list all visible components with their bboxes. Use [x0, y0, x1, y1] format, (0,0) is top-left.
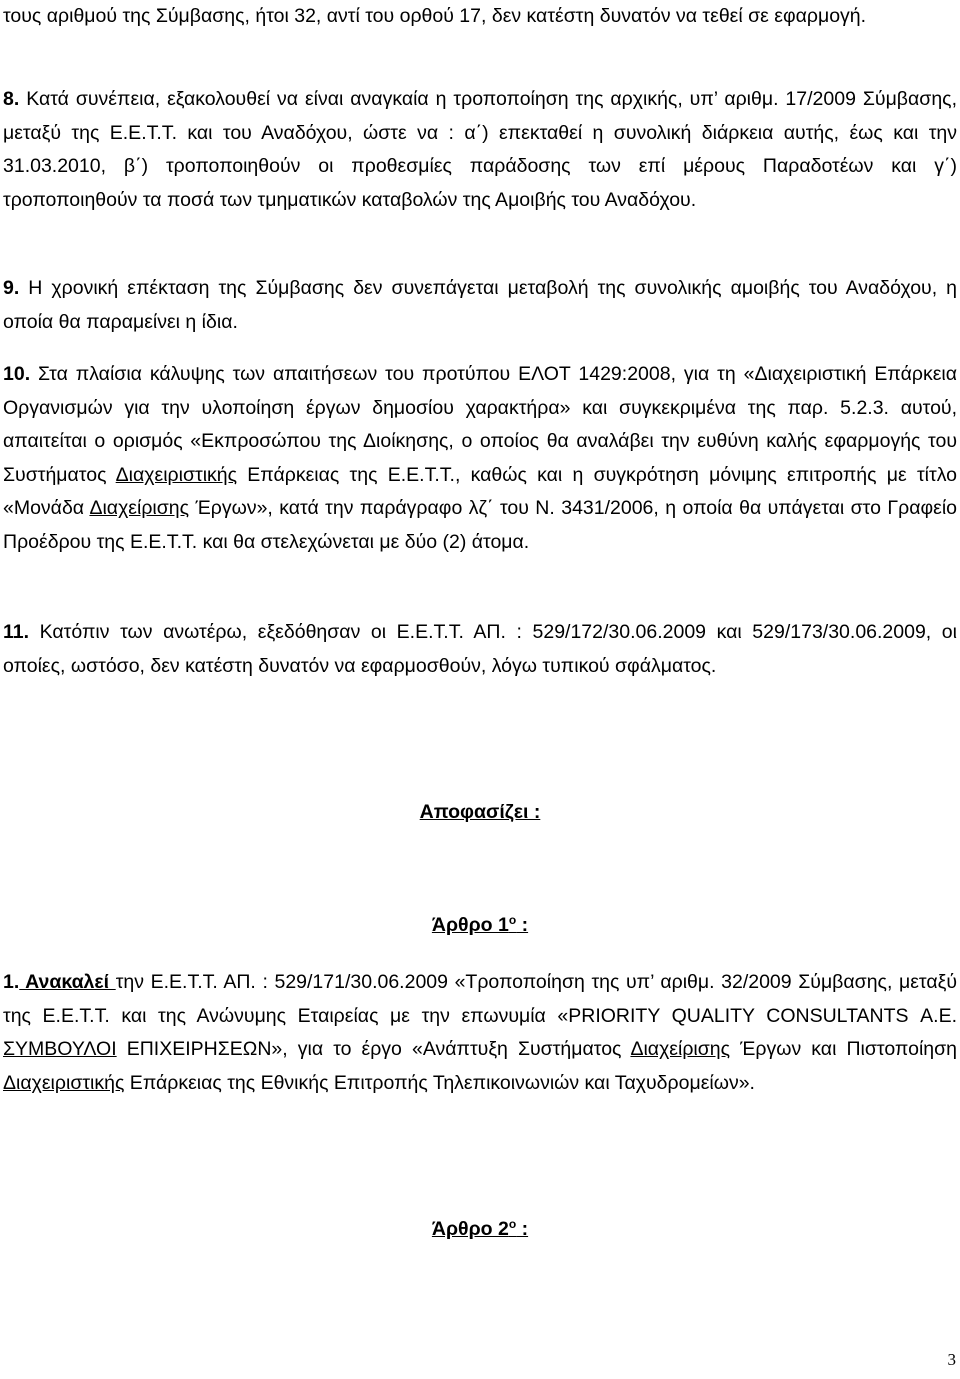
article-1-item-1: 1. Ανακαλεί την Ε.Ε.Τ.Τ. ΑΠ. : 529/171/30.06.2009 «Τροποποίηση της υπ’ αριθμ. 32/2009 Σύμβασης, μεταξύ της Ε.Ε.Τ.Τ. και της Ανώνυμης Εταιρείας με την επωνυμία «PRIORITY QUALITY CONSULTANTS Α.Ε. ΣΥΜΒΟΥΛΟΙ ΕΠΙΧΕΙΡΗΣΕΩΝ», για το έργο «Ανάπτυξη Συστήματος Διαχείρισης Έργων και Πιστοποίηση Διαχειριστικής Επάρκειας της Εθνικής Επιτροπής Τηλεπικοινωνιών και Ταχυδρομείων». [3, 971, 957, 1094]
article-2-heading: Άρθρο $2^o$ : [431, 1217, 529, 1240]
page-number: 3 [947, 1350, 956, 1369]
intro-fragment: τους αριθμού της Σύμβασης, ήτοι 32, αντί του ορθού 17, δεν κατέστη δυνατόν να τεθεί σε εφαρμογή. [3, 5, 867, 27]
item-verb: Ανακαλεί [19, 971, 116, 993]
paragraph-number: 10. [3, 363, 31, 385]
paragraph-number: 8. [3, 88, 20, 110]
paragraph-number: 11. [3, 621, 30, 643]
item-number: 1. [3, 971, 20, 993]
paragraph-10: 10. Στα πλαίσια κάλυψης των απαιτήσεων του προτύπου ΕΛΟΤ 1429:2008, για τη «Διαχειριστική Επάρκεια Οργανισμών για την υλοποίηση έργων δημοσίου χαρακτήρα» και συγκεκριμένα της παρ. 5.2.3. αυτού, απαιτείται ο ορισμός «Εκπροσώπου της Διοίκησης, ο οποίος θα αναλάβει την ευθύνη καλής εφαρμογής του Συστήματος Διαχειριστικής Επάρκειας της Ε.Ε.Τ.Τ., καθώς και η συγκρότηση μόνιμης επιτροπής με τίτλο «Μονάδα Διαχείρισης Έργων», κατά την παράγραφο λζ΄ του Ν. 3431/2006, η οποία θα υπάγεται στο Γραφείο Προέδρου της Ε.Ε.Τ.Τ. και θα στελεχώνεται με δύο (2) άτομα. [3, 363, 957, 553]
paragraph-11: 11. Κατόπιν των ανωτέρω, εξεδόθησαν οι Ε.Ε.Τ.Τ. ΑΠ. : 529/172/30.06.2009 και 529/173/30.06.2009, οι οποίες, ωστόσο, δεν κατέστη δυνατόν να εφαρμοσθούν, λόγω τυπικού σφάλματος. [3, 621, 957, 677]
paragraph-8: 8. Κατά συνέπεια, εξακολουθεί να είναι αναγκαία η τροποποίηση της αρχικής, υπ’ αριθμ. 17/2009 Σύμβασης, μεταξύ της Ε.Ε.Τ.Τ. και του Αναδόχου, ώστε να : α΄) επεκταθεί η συνολική διάρκεια αυτής, έως και την 31.03.2010, β΄) τροποποιηθούν οι προθεσμίες παράδοσης των επί μέρους Παραδοτέων και γ΄) τροποποιηθούν τα ποσά των τμηματικών καταβολών της Αμοιβής του Αναδόχου. [3, 88, 957, 211]
article-1-heading: Άρθρο $1^o$ : [431, 913, 529, 936]
paragraph-number: 9. [3, 277, 20, 299]
paragraph-9: 9. Η χρονική επέκταση της Σύμβασης δεν συνεπάγεται μεταβολή της συνολικής αμοιβής του Αναδόχου, η οποία θα παραμείνει η ίδια. [3, 277, 957, 333]
decision-heading: Αποφασίζει : [419, 801, 541, 823]
